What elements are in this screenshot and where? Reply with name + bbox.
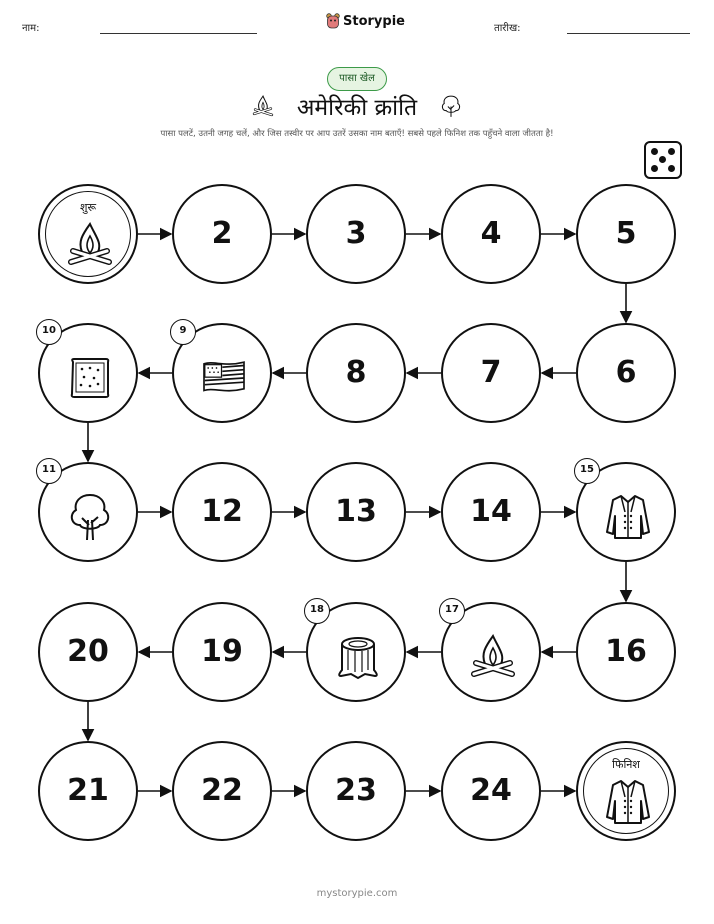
space-number: 24 [470, 773, 512, 808]
name-label: नाम: [22, 23, 40, 34]
space-number-tag: 15 [574, 458, 600, 484]
date-label: तारीख: [494, 23, 521, 34]
space-number: 21 [67, 773, 109, 808]
colonial-coat-icon [603, 492, 653, 542]
board-space-23 [306, 741, 406, 841]
board-space-18 [306, 602, 406, 702]
hardtack-cracker-icon [65, 353, 115, 403]
instructions: पासा पलटें, उतनी जगह चलें, और जिस तस्वीर पर आप उतरें उसका नाम बताएँ! सबसे पहले फिनिश तक पहुँचने वाला जीतता है! [160, 129, 554, 139]
american-flag-icon [199, 353, 249, 403]
space-number-tag: 11 [36, 458, 62, 484]
board-space-5 [576, 184, 676, 284]
board-space-21 [38, 741, 138, 841]
space-number: 2 [211, 216, 233, 251]
space-number: 14 [470, 494, 512, 529]
space-number: 23 [335, 773, 377, 808]
space-number: 3 [345, 216, 367, 251]
finish-label: फिनिश [612, 758, 640, 771]
footer-url: mystorypie.com [316, 888, 398, 899]
board-space-19 [172, 602, 272, 702]
tree-stump-icon [333, 632, 383, 682]
board-space-17 [441, 602, 541, 702]
space-number: 4 [480, 216, 502, 251]
board-space-22 [172, 741, 272, 841]
footer [0, 888, 714, 899]
board-space-13 [306, 462, 406, 562]
campfire-icon [468, 632, 518, 682]
board-space-20 [38, 602, 138, 702]
board-space-6 [576, 323, 676, 423]
space-number: 16 [605, 634, 647, 669]
space-number: 19 [201, 634, 243, 669]
board-space-25 [576, 741, 676, 841]
space-number: 8 [345, 355, 367, 390]
board-space-14 [441, 462, 541, 562]
start-label: शुरू [79, 201, 97, 214]
board-space-16 [576, 602, 676, 702]
space-number-tag: 17 [439, 598, 465, 624]
board-space-24 [441, 741, 541, 841]
campfire-icon [65, 220, 115, 270]
space-number-tag: 9 [170, 319, 196, 345]
board-space-3 [306, 184, 406, 284]
board-space-12 [172, 462, 272, 562]
game-type-badge: पासा खेल [327, 67, 387, 91]
board-space-7 [441, 323, 541, 423]
space-number-tag: 18 [304, 598, 330, 624]
page-title: अमेरिकी क्रांति [296, 95, 418, 121]
space-number: 6 [615, 355, 637, 390]
space-number: 12 [201, 494, 243, 529]
space-number: 22 [201, 773, 243, 808]
board-space-11 [38, 462, 138, 562]
space-number-tag: 10 [36, 319, 62, 345]
board-space-9 [172, 323, 272, 423]
board-space-10 [38, 323, 138, 423]
brand-name: Storypie [343, 13, 405, 29]
board-space-4 [441, 184, 541, 284]
space-number: 20 [67, 634, 109, 669]
space-number: 5 [615, 216, 637, 251]
board-space-1 [38, 184, 138, 284]
space-number: 13 [335, 494, 377, 529]
colonial-coat-icon [603, 777, 653, 827]
board-space-2 [172, 184, 272, 284]
space-number: 7 [480, 355, 502, 390]
board-space-15 [576, 462, 676, 562]
board-space-8 [306, 323, 406, 423]
tree-icon [65, 492, 115, 542]
